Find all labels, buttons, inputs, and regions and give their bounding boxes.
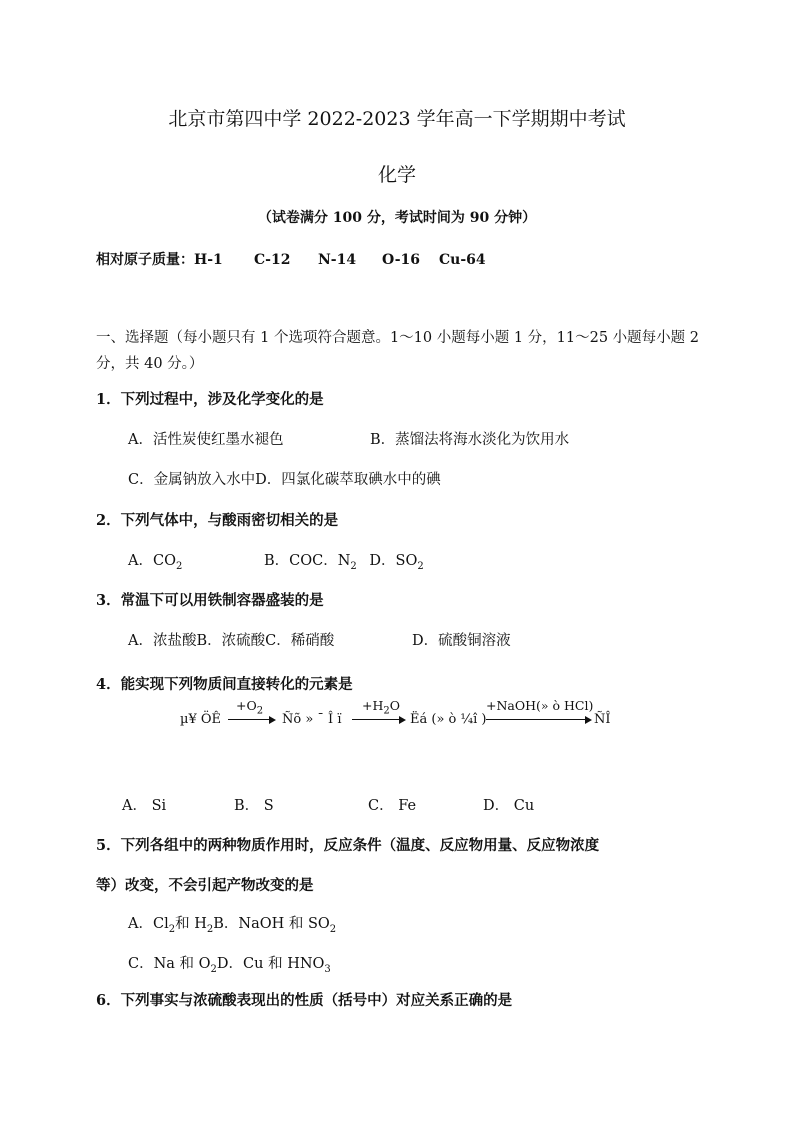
q4-option-c: C． Fe — [368, 798, 417, 814]
q3-option-d: D．硫酸铜溶液 — [412, 633, 511, 649]
q3-option-c: C．稀硝酸 — [265, 633, 335, 649]
atomic-mass-item: N-14 — [318, 252, 357, 268]
q5-option-a-text: A．Cl — [128, 916, 169, 932]
exam-title: 北京市第四中学 2022-2023 学年高一下学期期中考试 — [168, 108, 626, 130]
reaction-arrow-icon — [228, 719, 274, 720]
scheme-substance-3: Ëá (» ò ¼î ) — [410, 712, 487, 727]
reaction-arrow-icon — [352, 719, 404, 720]
q4-option-d: D． Cu — [483, 798, 535, 814]
q2-option-b — [264, 549, 424, 572]
subscript: 2 — [350, 560, 357, 572]
q5-option-b-text: B．NaOH 和 SO — [213, 916, 330, 932]
q4-option-b: B． S — [234, 798, 274, 814]
subscript: 2 — [168, 923, 176, 935]
atomic-mass-item: C-12 — [254, 252, 291, 268]
scheme-substance-1: µ¥ ÖÊ — [180, 712, 221, 727]
q5-stem-line-2: 等）改变，不会引起产物改变的是 — [96, 877, 314, 894]
scheme-substance-2: Ñõ » ¯ Î ï — [282, 712, 342, 727]
q4-stem: 4．能实现下列物质间直接转化的元素是 — [96, 676, 353, 693]
scheme-arrow-3-label: +NaOH(» ò HCl) — [486, 698, 594, 713]
q2-stem: 2．下列气体中，与酸雨密切相关的是 — [96, 512, 339, 529]
q5-option-c-text: C．Na 和 O — [128, 956, 211, 972]
subscript: 2 — [329, 923, 337, 935]
q3-option-a: A．浓盐酸 — [128, 633, 197, 649]
q2-option-b-text: B．COC．N — [264, 553, 351, 569]
q1-option-c-text: C．金属钠放入水中 — [128, 472, 256, 488]
scheme-substance-4: ÑÎ — [594, 712, 611, 727]
atomic-mass-item: Cu-64 — [439, 252, 486, 268]
q1-option-b: B．蒸馏法将海水淡化为饮用水 — [370, 432, 570, 448]
subject-title: 化学 — [377, 164, 416, 186]
subscript: 2 — [175, 560, 183, 572]
scheme-arrow-2-label: $+H_2O$ — [362, 698, 400, 717]
section-1-heading: 一、选择题（每小题只有 1 个选项符合题意。1～10 小题每小题 1 分，11～25 小题每小题 2 分，共 40 分。） — [96, 330, 700, 372]
q3-option-b: B．浓硫酸 — [196, 633, 266, 649]
atomic-mass-item: H-1 — [194, 252, 223, 268]
q2-option-a — [128, 549, 182, 572]
scheme-arrow-1-label: $+O_2$ — [236, 698, 264, 717]
subscript: 2 — [210, 963, 217, 975]
q1-option-d-text: D．四氯化碳萃取碘水中的碘 — [255, 472, 441, 488]
exam-note: （试卷满分 100 分，考试时间为 90 分钟） — [257, 210, 537, 226]
q5-stem-line-1: 5．下列各组中的两种物质作用时，反应条件（温度、反应物用量、反应物浓度 — [96, 837, 600, 854]
q4-option-a: A． Si — [122, 798, 167, 814]
subscript: 2 — [206, 923, 214, 935]
q6-stem: 6．下列事实与浓硫酸表现出的性质（括号中）对应关系正确的是 — [96, 992, 513, 1009]
q5-option-a-text: 和 H — [175, 916, 207, 932]
subscript: 2 — [417, 560, 424, 572]
q3-stem: 3．常温下可以用铁制容器盛装的是 — [96, 592, 324, 609]
q5-option-d-text: D．Cu 和 HNO — [216, 956, 325, 972]
q4-conversion-scheme — [180, 698, 640, 738]
q3-options-abc — [128, 629, 334, 650]
q2-option-d-text: D．SO — [369, 553, 418, 569]
subscript: 3 — [324, 963, 331, 975]
q1-option-c — [128, 468, 441, 489]
atomic-mass-item: O-16 — [382, 252, 421, 268]
q1-option-a: A．活性炭使红墨水褪色 — [128, 432, 284, 448]
q1-stem: 1．下列过程中，涉及化学变化的是 — [96, 391, 324, 408]
reaction-arrow-icon — [486, 719, 590, 720]
q5-options-cd — [128, 952, 331, 975]
q2-option-a-text: A．CO — [128, 553, 176, 569]
atomic-mass-label: 相对原子质量： — [96, 252, 194, 268]
atomic-mass-line — [96, 249, 486, 269]
q5-options-ab — [128, 912, 336, 935]
